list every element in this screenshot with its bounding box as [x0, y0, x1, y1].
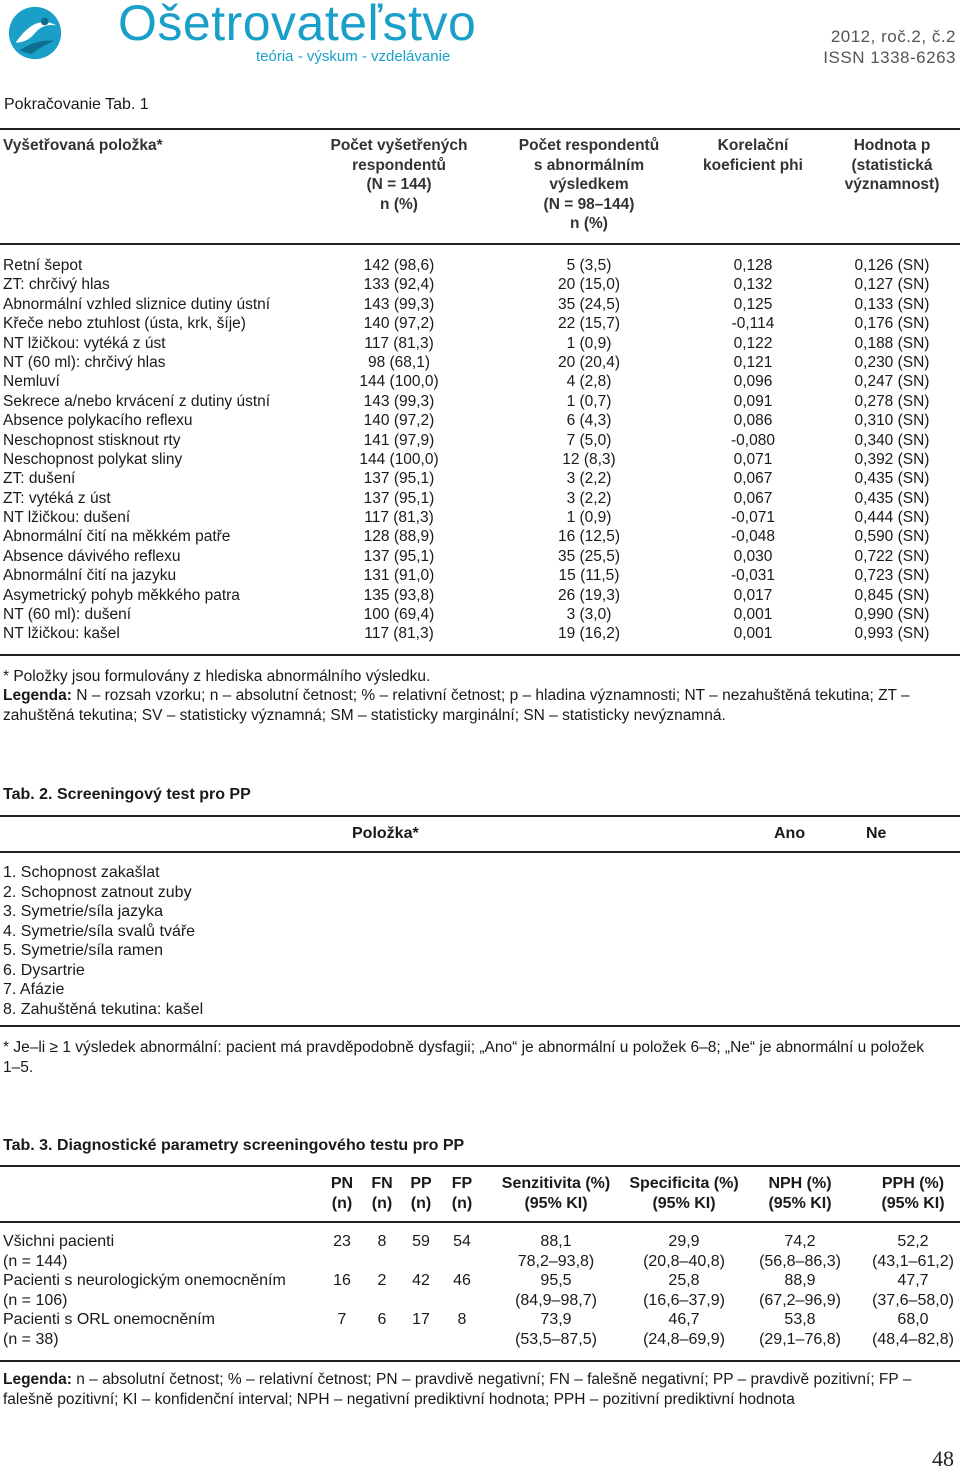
- table-row: [0, 431, 960, 450]
- cell-fn: [364, 1271, 400, 1291]
- cell-n2: 35 (24,5): [557, 295, 621, 313]
- cell-p: 0,310 (SN): [854, 412, 930, 430]
- legend-text: n – absolutní četnost; % – relativní četnost; PN – pravdivě negativní; FN – falešně negativní; PP – pravdivě pozitivní; FP – falešně pozitivní; KI – konfidenční interval; NPH – negativní prediktivní hodnota; PPH – pozitivní prediktivní hodnota: [3, 1371, 912, 1408]
- cell-phi: 0,017: [733, 586, 773, 604]
- t1-header-n1-line: (N = 144): [366, 176, 432, 193]
- cell-pp: [403, 1310, 439, 1330]
- t1-header-phi: [680, 136, 826, 175]
- cell-name: ZT: vytéká z úst: [3, 489, 111, 507]
- cell-value: 25,8: [668, 1272, 700, 1289]
- t3-header-label: FN: [371, 1175, 393, 1192]
- table2-note: * Je–li ≥ 1 výsledek abnormální: pacient má pravděpodobně dysfagii; „Ano“ je abnormální u položek 6–8; „Ne“ je abnormální u položek 1–5.: [3, 1039, 924, 1076]
- cell-name: Nemluví: [3, 373, 60, 391]
- t1-header-p-line: (statistická: [851, 156, 933, 174]
- cell-nph: [746, 1310, 854, 1349]
- cell-p: 0,230 (SN): [854, 353, 930, 371]
- table-row: [0, 353, 960, 372]
- cell-value: 68,0: [897, 1311, 929, 1328]
- cell-p: 0,993 (SN): [854, 625, 930, 643]
- cell-ci: (43,1–61,2): [872, 1252, 954, 1270]
- table3-bottom-rule: [0, 1360, 960, 1362]
- cell-value: 29,9: [668, 1233, 700, 1250]
- cell-value: 59: [412, 1233, 430, 1250]
- cell-p: 0,444 (SN): [854, 509, 930, 527]
- cell-n2: 3 (2,2): [566, 489, 612, 507]
- cell-p: 0,340 (SN): [854, 431, 930, 449]
- table3-top-rule: [0, 1165, 960, 1167]
- cell-p: 0,435 (SN): [854, 470, 930, 488]
- cell-value: 54: [453, 1233, 471, 1250]
- cell-value: 46: [453, 1272, 471, 1289]
- cell-n1: 100 (69,4): [363, 606, 435, 624]
- cell-value: 88,1: [540, 1233, 572, 1250]
- cell-p: 0,247 (SN): [854, 373, 930, 391]
- issue-info: [823, 26, 956, 68]
- table-row: [0, 256, 960, 275]
- t3-header-pn: [324, 1174, 360, 1214]
- t3-header-label: NPH (%): [768, 1175, 832, 1192]
- cell-n1: 144 (100,0): [359, 373, 439, 391]
- cell-phi: 0,132: [733, 276, 773, 294]
- cell-name: Abnormální vzhled sliznice dutiny ústní: [3, 295, 271, 313]
- t3-header-fp: [444, 1174, 480, 1214]
- table-row: [0, 527, 960, 546]
- table-row: [0, 392, 960, 411]
- cell-n1: 117 (81,3): [364, 334, 434, 352]
- table-row: [0, 624, 960, 643]
- table1-body: [0, 256, 960, 644]
- cell-value: 23: [333, 1233, 351, 1250]
- t3-header-unit: (n): [451, 1195, 473, 1212]
- table-row: [0, 605, 960, 624]
- cell-nph: [746, 1232, 854, 1271]
- row-sample: (n = 144): [3, 1252, 68, 1270]
- cell-p: 0,845 (SN): [854, 586, 930, 604]
- cell-phi: 0,067: [733, 489, 773, 507]
- cell-phi: -0,048: [731, 528, 775, 546]
- cell-name: Neschopnost polykat sliny: [3, 450, 183, 468]
- cell-ci: 78,2–93,8): [517, 1252, 595, 1270]
- t3-header-nph: [746, 1174, 854, 1214]
- cell-name: NT (60 ml): dušení: [3, 606, 132, 624]
- cell-n2: 6 (4,3): [566, 412, 612, 430]
- table3-header-rule: [0, 1221, 960, 1223]
- cell-n2: 1 (0,7): [566, 392, 612, 410]
- table2-header-rule: [0, 851, 960, 853]
- list-item: 2. Schopnost zatnout zuby: [3, 883, 192, 901]
- cell-p: 0,392 (SN): [854, 450, 930, 468]
- row-label: [3, 1310, 215, 1349]
- list-item: 6. Dysartrie: [3, 961, 85, 979]
- page-number: 48: [932, 1446, 954, 1471]
- table1-footnote: * Položky jsou formulovány z hlediska abnormálního výsledku.: [3, 668, 431, 685]
- cell-pph: [860, 1271, 960, 1310]
- cell-fp: [444, 1232, 480, 1252]
- t3-header-label: PPH (%): [881, 1175, 945, 1192]
- cell-phi: -0,114: [731, 315, 775, 333]
- cell-n1: 142 (98,6): [363, 257, 435, 274]
- cell-n1: 133 (92,4): [363, 276, 435, 294]
- table1-header-rule: [0, 243, 960, 245]
- row-label: [3, 1232, 114, 1271]
- cell-ci: (84,9–98,7): [515, 1291, 597, 1309]
- cell-name: Asymetrický pohyb měkkého patra: [3, 586, 240, 604]
- cell-n2: 3 (3,0): [566, 606, 612, 624]
- cell-phi: 0,086: [733, 412, 773, 430]
- cell-name: NT (60 ml): chrčivý hlas: [3, 353, 166, 371]
- cell-p: 0,278 (SN): [854, 392, 930, 410]
- t1-header-p: [830, 136, 954, 195]
- cell-n1: 137 (95,1): [363, 470, 435, 488]
- cell-n2: 5 (3,5): [566, 257, 612, 274]
- t3-header-ci: (95% KI): [524, 1195, 588, 1212]
- cell-ci: (29,1–76,8): [759, 1330, 841, 1348]
- t1-header-item: Vyšetřovaná položka*: [3, 137, 163, 154]
- table-row: [0, 586, 960, 605]
- table-row: [0, 450, 960, 469]
- cell-phi: 0,030: [733, 547, 773, 565]
- cell-sens: [494, 1310, 618, 1349]
- cell-p: 0,590 (SN): [854, 528, 930, 546]
- t3-header-pph: [860, 1174, 960, 1214]
- cell-value: 53,8: [784, 1311, 816, 1328]
- cell-spec: [622, 1271, 746, 1310]
- t1-header-phi-line: koeficient phi: [703, 156, 803, 174]
- cell-nph: [746, 1271, 854, 1310]
- row-label: [3, 1271, 286, 1310]
- legend-label: Legenda:: [3, 687, 72, 704]
- table2-bottom-rule: [0, 1025, 960, 1027]
- cell-value: 8: [457, 1311, 467, 1328]
- t1-header-n1-line: n (%): [380, 195, 418, 213]
- t1-header-n2-line: s abnormálním: [533, 156, 645, 174]
- list-item: 5. Symetrie/síla ramen: [3, 942, 164, 959]
- cell-n2: 19 (16,2): [557, 625, 621, 643]
- cell-ci: (53,5–87,5): [515, 1330, 597, 1348]
- table1-bottom-rule: [0, 654, 960, 656]
- table-row: [0, 1310, 960, 1349]
- t3-header-label: Specificita (%): [629, 1175, 739, 1192]
- cell-ci: (20,8–40,8): [643, 1252, 725, 1270]
- t1-header-n2-line: výsledkem: [549, 176, 629, 193]
- t3-header-label: PP: [410, 1175, 432, 1192]
- cell-name: Abnormální čití na měkkém patře: [3, 528, 231, 546]
- t1-header-n1-line: respondentů: [352, 156, 446, 174]
- cell-spec: [622, 1310, 746, 1349]
- cell-n1: 137 (95,1): [363, 547, 435, 565]
- table-row: [0, 314, 960, 333]
- cell-name: NT lžičkou: vytéká z úst: [3, 334, 166, 352]
- cell-n1: 128 (88,9): [363, 528, 435, 546]
- cell-p: 0,176 (SN): [854, 315, 930, 333]
- cell-phi: 0,125: [733, 295, 773, 313]
- cell-n2: 4 (2,8): [566, 373, 612, 391]
- cell-n1: 98 (68,1): [367, 353, 431, 371]
- journal-subtitle: teória - výskum - vzdelávanie: [256, 48, 451, 65]
- cell-value: 16: [333, 1272, 351, 1289]
- cell-p: 0,722 (SN): [854, 547, 930, 565]
- cell-name: NT lžičkou: dušení: [3, 509, 131, 527]
- issue-number: 2012, roč.2, č.2: [830, 27, 956, 46]
- t3-header-label: Senzitivita (%): [501, 1175, 611, 1192]
- cell-name: ZT: chrčivý hlas: [3, 276, 110, 294]
- table1-legend: [3, 686, 953, 725]
- cell-value: 8: [377, 1233, 387, 1250]
- row-name: Všichni pacienti: [3, 1233, 115, 1250]
- list-item: 8. Zahuštěná tekutina: kašel: [3, 1000, 204, 1018]
- table-row: [0, 1232, 960, 1271]
- cell-phi: -0,071: [731, 509, 775, 527]
- table-row: [0, 275, 960, 294]
- t1-header-n2: [500, 136, 678, 234]
- cell-fn: [364, 1232, 400, 1252]
- t1-header-n1: [310, 136, 488, 214]
- cell-p: 0,435 (SN): [854, 489, 930, 507]
- cell-ci: (37,6–58,0): [872, 1291, 954, 1309]
- cell-phi: 0,071: [733, 450, 773, 468]
- cell-name: Abnormální čití na jazyku: [3, 567, 177, 585]
- t1-header-p-line: Hodnota p: [853, 137, 931, 154]
- table-row: [0, 508, 960, 527]
- cell-value: 17: [412, 1311, 430, 1328]
- cell-sens: [494, 1271, 618, 1310]
- row-sample: (n = 106): [3, 1291, 68, 1309]
- cell-n1: 144 (100,0): [359, 450, 439, 468]
- cell-n1: 140 (97,2): [363, 315, 435, 333]
- table-row: [0, 372, 960, 391]
- table-row: [0, 295, 960, 314]
- t3-header-unit: (n): [371, 1195, 393, 1212]
- t2-header-no: Ne: [866, 825, 887, 842]
- journal-logo-icon: [6, 4, 64, 62]
- cell-ci: (16,6–37,9): [643, 1291, 725, 1309]
- cell-value: 7: [337, 1311, 347, 1328]
- cell-n2: 7 (5,0): [566, 431, 612, 449]
- cell-ci: (56,8–86,3): [759, 1252, 841, 1270]
- cell-pph: [860, 1310, 960, 1349]
- cell-phi: 0,067: [733, 470, 773, 488]
- cell-n2: 12 (8,3): [562, 450, 616, 468]
- cell-ci: (67,2–96,9): [759, 1291, 841, 1309]
- t3-header-label: FP: [451, 1175, 473, 1192]
- cell-spec: [622, 1232, 746, 1271]
- table-row: [0, 547, 960, 566]
- table3-legend: [3, 1370, 955, 1409]
- cell-value: 2: [377, 1272, 387, 1289]
- cell-pn: [324, 1232, 360, 1252]
- t3-header-sens: [494, 1174, 618, 1214]
- cell-n1: 117 (81,3): [364, 509, 434, 527]
- cell-n1: 135 (93,8): [363, 586, 435, 604]
- cell-pn: [324, 1310, 360, 1330]
- table-row: [0, 411, 960, 430]
- t1-header-n1-line: Počet vyšetřených: [330, 137, 468, 154]
- cell-phi: -0,080: [731, 431, 775, 449]
- issn: ISSN 1338-6263: [823, 48, 956, 67]
- list-item: 7. Afázie: [3, 981, 65, 998]
- cell-n1: 117 (81,3): [364, 625, 434, 643]
- cell-phi: 0,001: [733, 625, 773, 643]
- continuation-label: Pokračovanie Tab. 1: [4, 96, 149, 113]
- table-row: [0, 469, 960, 488]
- cell-n2: 15 (11,5): [558, 567, 620, 585]
- cell-fp: [444, 1310, 480, 1330]
- cell-value: 73,9: [540, 1311, 572, 1328]
- cell-phi: 0,001: [733, 606, 773, 624]
- cell-phi: 0,122: [733, 334, 773, 352]
- cell-value: 47,7: [897, 1272, 929, 1289]
- t2-header-yes: Ano: [774, 825, 806, 842]
- cell-name: Neschopnost stisknout rty: [3, 431, 181, 449]
- cell-n2: 20 (20,4): [557, 353, 621, 371]
- t3-header-ci: (95% KI): [881, 1195, 945, 1212]
- cell-n2: 20 (15,0): [557, 276, 621, 294]
- table-row: [0, 489, 960, 508]
- list-item: 1. Schopnost zakašlat: [3, 864, 160, 881]
- cell-n2: 26 (19,3): [557, 586, 621, 604]
- cell-n2: 1 (0,9): [566, 509, 612, 527]
- cell-pn: [324, 1271, 360, 1291]
- table2-title: Tab. 2. Screeningový test pro PP: [3, 786, 251, 803]
- table1-top-rule: [0, 128, 960, 130]
- list-item: 4. Symetrie/síla svalů tváře: [3, 922, 196, 940]
- legend-label: Legenda:: [3, 1371, 72, 1388]
- cell-name: ZT: dušení: [3, 470, 76, 488]
- t3-header-pp: [403, 1174, 439, 1214]
- row-name: Pacienti s ORL onemocněním: [3, 1311, 215, 1328]
- t3-header-label: PN: [330, 1175, 354, 1192]
- cell-n1: 143 (99,3): [363, 295, 435, 313]
- t1-header-n2-line: (N = 98–144): [543, 195, 635, 213]
- cell-n2: 3 (2,2): [566, 470, 612, 488]
- t3-header-ci: (95% KI): [652, 1195, 716, 1212]
- cell-value: 52,2: [897, 1233, 929, 1250]
- table-row: [0, 1271, 960, 1310]
- t1-header-n2-line: Počet respondentů: [518, 137, 660, 154]
- cell-sens: [494, 1232, 618, 1271]
- cell-phi: -0,031: [731, 567, 775, 585]
- cell-name: Retní šepot: [3, 257, 83, 274]
- cell-name: NT lžičkou: kašel: [3, 625, 120, 643]
- table2-top-rule: [0, 815, 960, 817]
- cell-value: 95,5: [540, 1272, 572, 1289]
- cell-p: 0,723 (SN): [854, 567, 930, 585]
- t3-header-ci: (95% KI): [768, 1195, 832, 1212]
- t1-header-n2-line: n (%): [570, 215, 608, 232]
- cell-value: 6: [377, 1311, 387, 1328]
- t3-header-fn: [364, 1174, 400, 1214]
- legend-text: N – rozsah vzorku; n – absolutní četnost; % – relativní četnost; p – hladina významnosti; NT – nezahuštěná tekutina; ZT – zahuštěná tekutina; SV – statisticky významná; SM – statisticky marginální; SN – statisticky nevýznamná.: [3, 687, 910, 724]
- cell-ci: (24,8–69,9): [643, 1330, 725, 1348]
- cell-value: 88,9: [784, 1272, 816, 1289]
- cell-phi: 0,091: [733, 392, 773, 410]
- t1-header-phi-line: Korelační: [717, 137, 789, 154]
- cell-name: Křeče nebo ztuhlost (ústa, krk, šíje): [3, 315, 246, 333]
- cell-ci: (48,4–82,8): [872, 1330, 954, 1348]
- cell-p: 0,133 (SN): [854, 295, 930, 313]
- t3-header-spec: [622, 1174, 746, 1214]
- cell-fn: [364, 1310, 400, 1330]
- t3-header-unit: (n): [331, 1195, 353, 1212]
- cell-p: 0,188 (SN): [854, 334, 930, 352]
- cell-value: 74,2: [784, 1233, 816, 1250]
- cell-n2: 22 (15,7): [557, 315, 621, 333]
- row-sample: (n = 38): [3, 1330, 59, 1348]
- t1-header-p-line: významnost): [844, 176, 940, 193]
- cell-p: 0,127 (SN): [854, 276, 930, 294]
- cell-pp: [403, 1232, 439, 1252]
- table2-items: [3, 863, 203, 1019]
- cell-phi: 0,128: [733, 257, 773, 274]
- cell-fp: [444, 1271, 480, 1291]
- cell-n1: 143 (99,3): [363, 392, 435, 410]
- cell-phi: 0,096: [733, 373, 773, 391]
- cell-n1: 137 (95,1): [363, 489, 435, 507]
- cell-pph: [860, 1232, 960, 1271]
- cell-p: 0,990 (SN): [854, 606, 930, 624]
- table3-title: Tab. 3. Diagnostické parametry screeningového testu pro PP: [3, 1137, 465, 1154]
- row-name: Pacienti s neurologickým onemocněním: [3, 1272, 286, 1289]
- cell-name: Sekrece a/nebo krvácení z dutiny ústní: [3, 392, 271, 410]
- journal-title: Ošetrovateľstvo: [118, 0, 477, 51]
- cell-n2: 16 (12,5): [557, 528, 621, 546]
- cell-n2: 1 (0,9): [566, 334, 612, 352]
- cell-n1: 141 (97,9): [363, 431, 435, 449]
- list-item: 3. Symetrie/síla jazyka: [3, 903, 164, 920]
- cell-name: Absence dávivého reflexu: [3, 547, 181, 565]
- table3-body: [0, 1232, 960, 1349]
- cell-phi: 0,121: [733, 353, 773, 371]
- table-row: [0, 334, 960, 353]
- table-row: [0, 566, 960, 585]
- cell-name: Absence polykacího reflexu: [3, 412, 193, 430]
- t3-header-unit: (n): [410, 1195, 432, 1212]
- cell-p: 0,126 (SN): [854, 257, 930, 274]
- cell-n2: 35 (25,5): [557, 547, 621, 565]
- t2-header-item: Položka*: [352, 825, 419, 842]
- cell-value: 46,7: [668, 1311, 700, 1328]
- cell-value: 42: [412, 1272, 430, 1289]
- cell-n1: 131 (91,0): [363, 567, 435, 585]
- cell-n1: 140 (97,2): [363, 412, 435, 430]
- cell-pp: [403, 1271, 439, 1291]
